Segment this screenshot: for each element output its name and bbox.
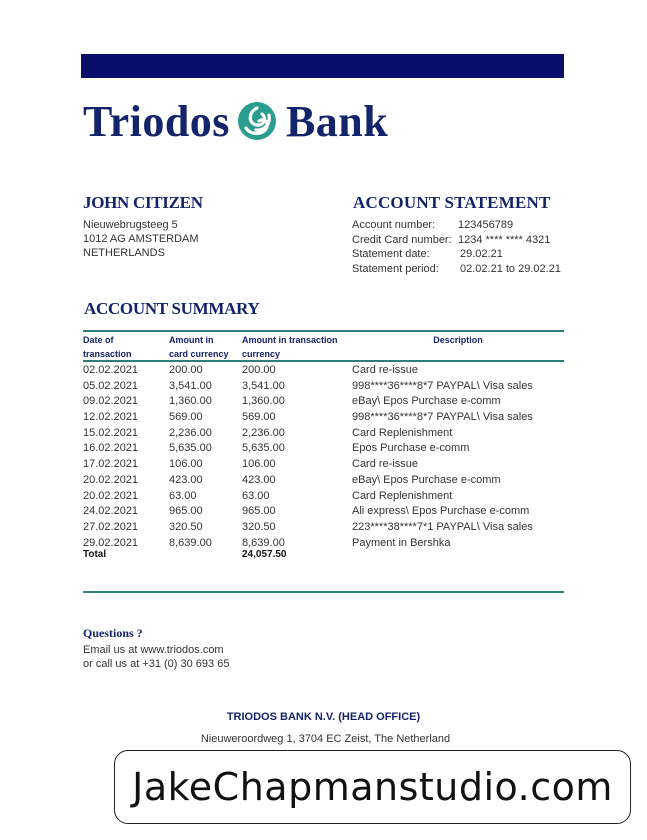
row-description: 998****36****8*7 PAYPAL\ Visa sales: [352, 411, 533, 424]
header-card-amount: [169, 333, 242, 361]
address-line: NETHERLANDS: [83, 247, 165, 259]
header-text: currency: [242, 349, 281, 359]
table-row: [83, 363, 564, 379]
footer-head-office: TRIODOS BANK N.V. (HEAD OFFICE): [226, 711, 421, 723]
field-value: 1234 **** **** 4321: [458, 233, 551, 246]
row-date: 17.02.2021: [83, 458, 139, 471]
row-tx-amount: 3,541.00: [242, 379, 285, 392]
table-top-rule: [83, 330, 564, 332]
table-row: [83, 426, 564, 442]
row-date: 16.02.2021: [83, 442, 139, 455]
statement-date-row: [352, 247, 561, 262]
header-description: Description: [433, 335, 483, 345]
header-text: transaction: [83, 349, 132, 359]
table-row: [83, 489, 564, 505]
row-date: 29.02.2021: [83, 536, 139, 549]
total-value: 24,057.50: [242, 549, 287, 560]
watermark-text: JakeChapmanstudio.com: [132, 765, 613, 809]
statement-details: [352, 218, 561, 276]
row-card-amount: 2,236.00: [169, 426, 212, 439]
row-description: Payment in Bershka: [352, 536, 451, 549]
logo-word-right: Bank: [285, 96, 389, 146]
customer-address: [83, 218, 199, 260]
row-tx-amount: 200.00: [242, 364, 276, 376]
row-card-amount: 965.00: [169, 505, 203, 518]
row-tx-amount: 5,635.00: [242, 442, 285, 455]
header-text: card currency: [169, 349, 229, 359]
footer-address: Nieuweroordweg 1, 3704 EC Zeist, The Netherland: [200, 733, 451, 745]
row-description: Card Replenishment: [352, 426, 453, 439]
table-header-rule: [83, 360, 564, 362]
field-label: Statement date:: [352, 248, 430, 260]
table-row: [83, 379, 564, 395]
row-description: eBay\ Epos Purchase e-comm: [352, 473, 501, 486]
row-card-amount: 320.50: [169, 520, 203, 533]
table-row: [83, 457, 564, 473]
header-text: Amount in transaction: [242, 335, 338, 345]
table-row: [83, 520, 564, 536]
row-date: 09.02.2021: [83, 395, 139, 408]
row-description: eBay\ Epos Purchase e-comm: [352, 395, 501, 408]
row-date: 27.02.2021: [83, 520, 139, 533]
field-label: Statement period:: [352, 262, 439, 275]
row-card-amount: 106.00: [169, 458, 203, 471]
table-row: [83, 504, 564, 520]
row-tx-amount: 569.00: [242, 411, 276, 424]
row-tx-amount: 423.00: [242, 473, 276, 486]
row-date: 20.02.2021: [83, 473, 139, 486]
contact-phone: or call us at +31 (0) 30 693 65: [83, 658, 230, 670]
row-card-amount: 5,635.00: [169, 442, 212, 455]
header-text: Amount in: [169, 335, 214, 345]
total-label: Total: [83, 549, 107, 560]
contact-email: Email us at www.triodos.com: [83, 644, 224, 656]
total-row: [83, 549, 383, 560]
table-row: [83, 441, 564, 457]
row-card-amount: 200.00: [169, 364, 203, 376]
row-card-amount: 63.00: [169, 489, 197, 502]
watermark-box: [114, 750, 631, 824]
row-description: 223****38****7*1 PAYPAL\ Visa sales: [352, 520, 533, 533]
row-description: 998****36****8*7 PAYPAL\ Visa sales: [352, 379, 533, 392]
row-tx-amount: 2,236.00: [242, 426, 285, 439]
row-description: Epos Purchase e-comm: [352, 442, 470, 455]
row-description: Card re-issue: [352, 458, 419, 471]
field-value: 02.02.21 to 29.02.21: [460, 262, 561, 275]
table-bottom-rule: [83, 591, 564, 593]
row-description: Card Replenishment: [352, 489, 453, 502]
summary-title: ACCOUNT SUMMARY: [84, 299, 260, 318]
header-text: Date of: [83, 335, 114, 345]
bank-logo: [83, 96, 388, 146]
row-card-amount: 569.00: [169, 411, 203, 424]
row-tx-amount: 63.00: [242, 489, 270, 502]
row-card-amount: 8,639.00: [169, 536, 212, 549]
address-line: Nieuwebrugsteeg 5: [83, 219, 178, 231]
field-label: Credit Card number:: [352, 233, 452, 246]
row-tx-amount: 106.00: [242, 458, 276, 471]
account-number-row: [352, 218, 561, 233]
field-value: 123456789: [458, 219, 514, 231]
row-date: 12.02.2021: [83, 411, 139, 424]
row-card-amount: 423.00: [169, 473, 203, 486]
statement-title: ACCOUNT STATEMENT: [353, 193, 551, 212]
address-line: 1012 AG AMSTERDAM: [83, 233, 199, 245]
header-tx-amount: [242, 333, 352, 361]
table-row: [83, 394, 564, 410]
transactions-table: [83, 363, 564, 551]
customer-name: JOHN CITIZEN: [83, 193, 203, 212]
row-description: Ali express\ Epos Purchase e-comm: [352, 505, 530, 518]
field-label: Account number:: [352, 219, 436, 231]
row-date: 05.02.2021: [83, 379, 139, 392]
row-date: 15.02.2021: [83, 426, 139, 439]
row-card-amount: 1,360.00: [169, 395, 212, 408]
statement-period-row: [352, 262, 561, 277]
field-value: 29.02.21: [460, 248, 503, 260]
header-bar: [81, 54, 564, 78]
header-date: [83, 333, 169, 361]
questions-title: Questions ?: [83, 626, 143, 640]
row-description: Card re-issue: [352, 364, 419, 376]
row-tx-amount: 320.50: [242, 520, 276, 533]
table-row: [83, 410, 564, 426]
table-row: [83, 473, 564, 489]
row-tx-amount: 8,639.00: [242, 536, 285, 549]
row-card-amount: 3,541.00: [169, 379, 212, 392]
row-date: 24.02.2021: [83, 505, 139, 518]
row-tx-amount: 965.00: [242, 505, 276, 518]
row-date: 02.02.2021: [83, 364, 139, 376]
card-number-row: [352, 233, 561, 248]
row-date: 20.02.2021: [83, 489, 139, 502]
questions-contact: [83, 643, 229, 671]
triodos-emblem-icon: [236, 100, 278, 142]
logo-word-left: Triodos: [83, 96, 230, 146]
row-tx-amount: 1,360.00: [242, 395, 285, 408]
